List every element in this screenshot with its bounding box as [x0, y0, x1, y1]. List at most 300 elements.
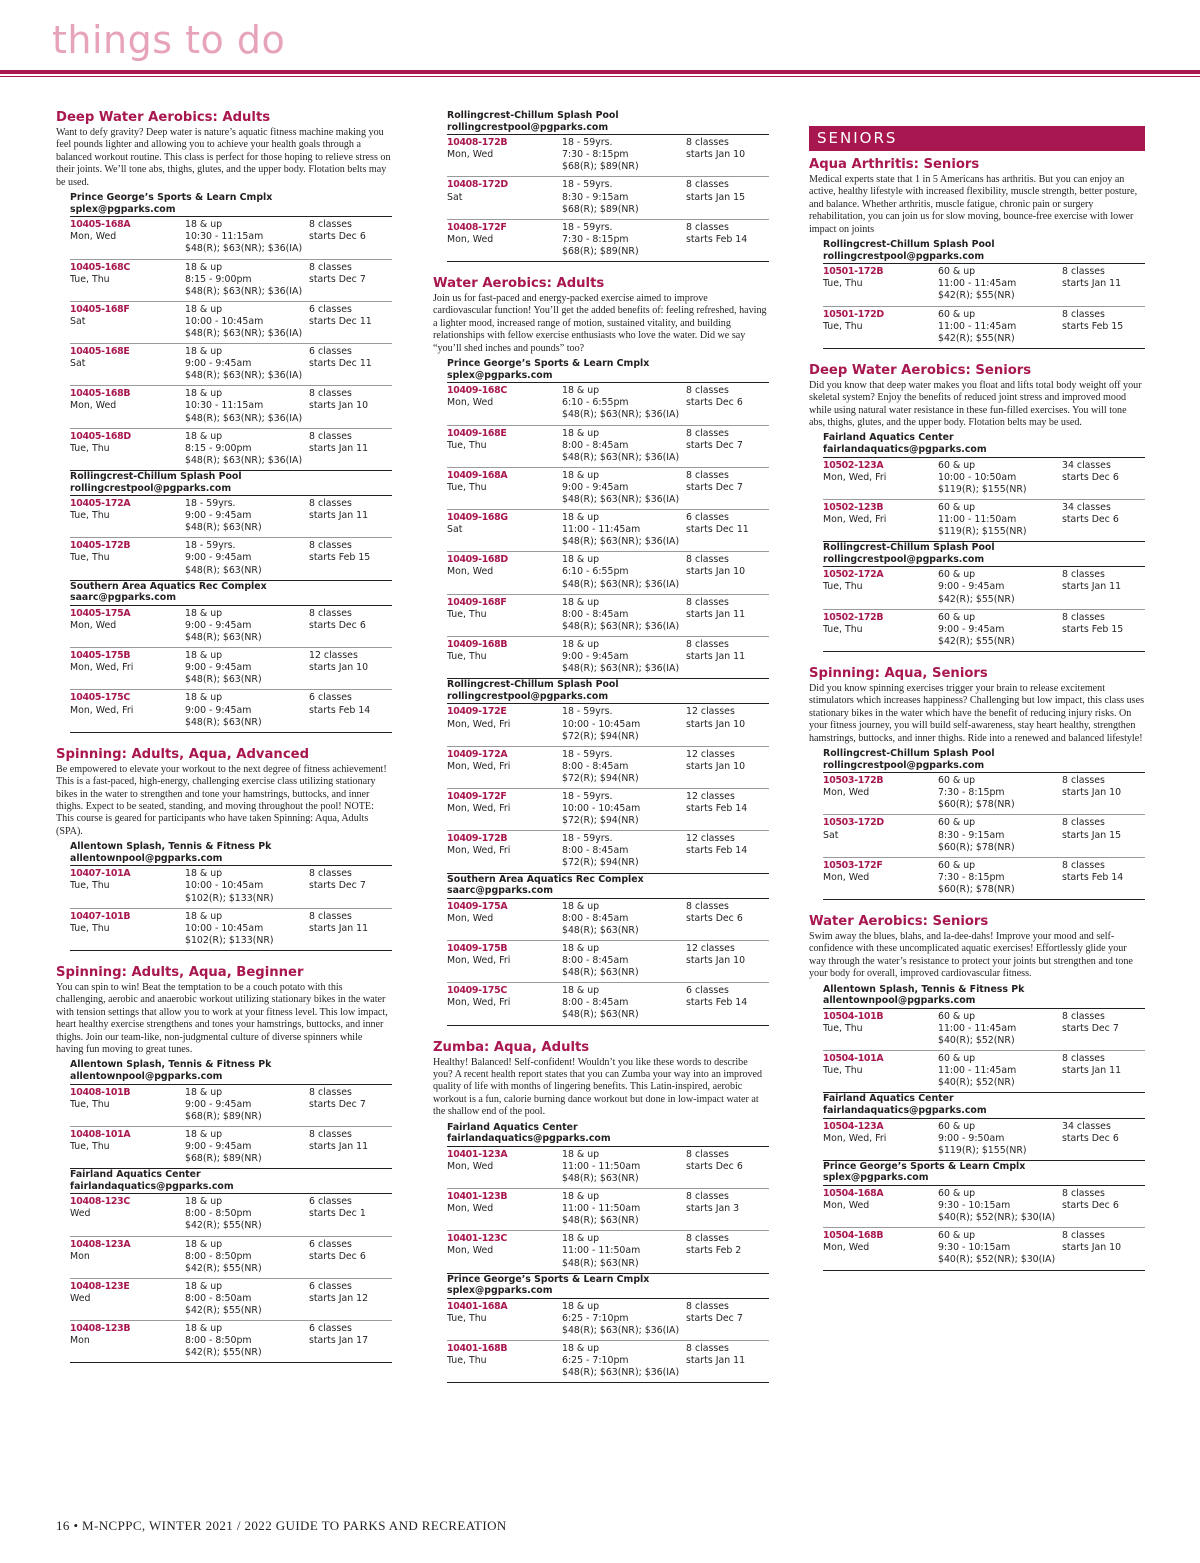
course-title: Deep Water Aerobics: Seniors — [809, 362, 1032, 378]
course-code: 10502-172A — [823, 569, 884, 581]
start-date: starts Feb 15 — [1062, 623, 1124, 635]
session-fee: $42(R); $55(NR) — [938, 635, 1015, 647]
session-fee: $48(R); $63(NR); $36(IA) — [562, 536, 680, 548]
course-code: 10405-172A — [70, 498, 131, 510]
session-days: Tue, Thu — [70, 1140, 110, 1152]
facility-email: allentownpool@pgparks.com — [823, 995, 1145, 1009]
class-count: 8 classes — [686, 1233, 729, 1245]
class-count: 34 classes — [1062, 501, 1111, 513]
session-days: Tue, Thu — [70, 922, 110, 934]
course-title: Aqua Arthritis: Seniors — [809, 157, 980, 172]
age-range: 60 & up — [938, 611, 976, 623]
facility-block — [823, 748, 1145, 900]
course-code: 10405-168B — [70, 388, 131, 400]
session-row — [70, 909, 392, 951]
session-row — [823, 1009, 1145, 1051]
session-time: 9:30 - 10:15am — [938, 1242, 1011, 1254]
session-days: Mon, Wed — [447, 1160, 494, 1172]
course-title: Deep Water Aerobics: Adults — [56, 110, 271, 125]
session-days: Tue, Thu — [823, 623, 863, 635]
start-date: starts Feb 14 — [686, 803, 748, 815]
course-title: Water Aerobics: Seniors — [809, 913, 989, 929]
header-rule — [0, 70, 1200, 74]
class-count: 8 classes — [1062, 817, 1105, 829]
course-code: 10409-172F — [447, 790, 507, 802]
session-time: 6:25 - 7:10pm — [562, 1355, 629, 1367]
column-2 — [433, 110, 769, 1397]
session-row — [823, 773, 1145, 815]
course-description: Want to defy gravity? Deep water is nature’s aquatic fitness machine making you feel pounds lighter and allowing you to achieve your health goals through a balanced workout routine. This class is perfect for those hoping to relieve stress on their joints. We’ll tone abs, thighs, glutes, and the upper body. Flotation belts may be used. — [56, 127, 391, 188]
age-range: 60 & up — [938, 308, 976, 320]
age-range: 18 & up — [562, 943, 600, 954]
start-date: starts Dec 6 — [1062, 513, 1119, 525]
class-count: 8 classes — [1062, 611, 1105, 623]
session-time: 9:00 - 9:50am — [938, 1132, 1005, 1144]
session-row — [823, 264, 1145, 306]
age-range: 60 & up — [938, 266, 976, 278]
session-row — [823, 500, 1145, 542]
class-count: 8 classes — [309, 388, 352, 400]
class-count: 8 classes — [1062, 1053, 1105, 1065]
session-row — [823, 1228, 1145, 1270]
start-date: starts Dec 6 — [309, 231, 366, 243]
start-date: starts Jan 11 — [686, 608, 746, 620]
session-days: Mon, Wed, Fri — [823, 1132, 887, 1144]
session-fee: $102(R); $133(NR) — [185, 892, 274, 904]
facility-name: Rollingcrest-Chillum Splash Pool — [823, 542, 995, 554]
start-date: starts Jan 11 — [686, 1355, 746, 1367]
session-row — [447, 1147, 769, 1189]
column-3 — [809, 110, 1145, 1285]
class-count: 6 classes — [309, 303, 352, 315]
course-section — [809, 666, 1145, 900]
session-time: 8:00 - 8:50pm — [185, 1335, 252, 1347]
session-time: 8:15 - 9:00pm — [185, 442, 252, 454]
course-title: Spinning: Adults, Aqua, Advanced — [56, 746, 310, 762]
class-count: 8 classes — [686, 596, 729, 608]
session-row — [823, 610, 1145, 652]
session-time: 8:00 - 8:45am — [562, 608, 629, 620]
class-count: 8 classes — [1062, 308, 1105, 320]
session-time: 10:00 - 10:45am — [185, 315, 264, 327]
session-days: Tue, Thu — [823, 320, 863, 332]
course-section — [56, 965, 392, 1364]
start-date: starts Feb 15 — [1062, 320, 1124, 332]
course-section — [56, 110, 392, 733]
class-count: 12 classes — [309, 650, 358, 662]
session-row — [70, 866, 392, 908]
course-code: 10408-123C — [70, 1196, 130, 1208]
facility-email: fairlandaquatics@pgparks.com — [70, 1181, 392, 1195]
age-range: 60 & up — [938, 1053, 976, 1065]
session-row — [70, 496, 392, 538]
age-range: 18 - 59yrs. — [562, 706, 613, 718]
start-date: starts Jan 11 — [309, 510, 369, 522]
course-description: Medical experts state that 1 in 5 Americans has arthritis. But you can enjoy an active, healthy lifestyle with increased flexibility, muscle strength, better posture, and balance. Whether arthritis, muscle fatigue, chronic pain or surgery rehabilitation, you can join us for slow moving, bounce-free exercise with lower impact on joints — [809, 174, 1138, 235]
session-days: Tue, Thu — [447, 481, 487, 493]
course-code: 10409-172E — [447, 706, 507, 718]
session-fee: $68(R); $89(NR) — [185, 1110, 262, 1122]
age-range: 18 - 59yrs. — [562, 833, 613, 845]
session-time: 10:00 - 10:45am — [562, 718, 641, 730]
session-days: Sat — [447, 524, 463, 536]
session-time: 11:00 - 11:45am — [938, 320, 1017, 332]
course-code: 10409-168B — [447, 638, 508, 650]
page-footer: 16 • M-NCPPC, WINTER 2021 / 2022 GUIDE TO PARKS AND RECREATION — [56, 1518, 507, 1533]
start-date: starts Feb 14 — [686, 997, 748, 1009]
course-code: 10409-175C — [447, 985, 507, 997]
start-date: starts Jan 10 — [1062, 787, 1122, 799]
session-time: 8:00 - 8:45am — [562, 760, 629, 772]
session-time: 6:25 - 7:10pm — [562, 1312, 629, 1324]
session-time: 8:00 - 8:45am — [562, 912, 629, 924]
start-date: starts Feb 14 — [1062, 871, 1124, 883]
facility-block — [70, 841, 392, 951]
start-date: starts Feb 14 — [686, 845, 748, 857]
course-code: 10408-101B — [70, 1086, 131, 1098]
session-time: 10:00 - 10:50am — [938, 471, 1017, 483]
session-time: 9:00 - 9:45am — [185, 662, 252, 674]
facility-name: Allentown Splash, Tennis & Fitness Pk — [823, 983, 1025, 995]
class-count: 8 classes — [309, 910, 352, 922]
session-time: 7:30 - 8:15pm — [938, 787, 1005, 799]
session-row — [70, 344, 392, 386]
start-date: starts Dec 6 — [1062, 471, 1119, 483]
session-days: Tue, Thu — [823, 581, 863, 593]
section-banner: SENIORS — [809, 126, 1145, 151]
class-count: 8 classes — [686, 179, 729, 191]
session-days: Mon, Wed — [823, 787, 870, 799]
course-code: 10408-172D — [447, 179, 508, 191]
start-date: starts Dec 7 — [309, 1098, 366, 1110]
facility-block — [447, 110, 769, 262]
age-range: 18 - 59yrs. — [562, 137, 613, 149]
course-title: Spinning: Aqua, Seniors — [809, 665, 988, 681]
start-date: starts Dec 1 — [309, 1208, 366, 1220]
session-fee: $72(R); $94(NR) — [562, 857, 639, 869]
course-code: 10502-123A — [823, 459, 884, 471]
session-time: 9:00 - 9:45am — [185, 1140, 252, 1152]
class-count: 8 classes — [686, 900, 729, 912]
facility-block — [70, 1169, 392, 1363]
session-row — [823, 815, 1145, 857]
facility-email: allentownpool@pgparks.com — [70, 1071, 392, 1085]
course-code: 10501-172B — [823, 266, 884, 278]
facility-email: rollingcrestpool@pgparks.com — [447, 691, 769, 705]
session-fee: $48(R); $63(NR); $36(IA) — [185, 454, 303, 466]
age-range: 18 & up — [185, 219, 223, 231]
session-row — [447, 704, 769, 746]
age-range: 60 & up — [938, 1230, 976, 1242]
session-row — [447, 941, 769, 983]
facility-block — [447, 358, 769, 679]
session-row — [70, 606, 392, 648]
session-time: 9:00 - 9:45am — [185, 1098, 252, 1110]
age-range: 18 - 59yrs. — [562, 790, 613, 802]
start-date: starts Dec 6 — [686, 912, 743, 924]
age-range: 18 & up — [185, 1196, 223, 1208]
session-row — [447, 789, 769, 831]
start-date: starts Jan 10 — [686, 149, 746, 161]
age-range: 18 & up — [562, 900, 600, 912]
course-code: 10405-172B — [70, 540, 131, 552]
class-count: 8 classes — [309, 498, 352, 510]
age-range: 18 & up — [185, 388, 223, 400]
session-row — [447, 747, 769, 789]
session-fee: $48(R); $63(NR); $36(IA) — [185, 412, 303, 424]
session-fee: $48(R); $63(NR); $36(IA) — [562, 409, 680, 421]
session-time: 8:15 - 9:00pm — [185, 273, 252, 285]
class-count: 12 classes — [686, 748, 735, 760]
session-time: 8:00 - 8:50pm — [185, 1250, 252, 1262]
session-time: 10:00 - 10:45am — [185, 922, 264, 934]
session-row — [70, 1085, 392, 1127]
class-count: 8 classes — [309, 1128, 352, 1140]
age-range: 18 & up — [562, 512, 600, 524]
session-row — [447, 637, 769, 679]
facility-email: rollingcrestpool@pgparks.com — [70, 483, 392, 497]
facility-email: rollingcrestpool@pgparks.com — [823, 760, 1145, 774]
age-range: 60 & up — [938, 817, 976, 829]
age-range: 60 & up — [938, 1120, 976, 1132]
course-section — [809, 914, 1145, 1271]
session-days: Mon, Wed, Fri — [823, 471, 887, 483]
session-time: 7:30 - 8:15pm — [562, 149, 629, 161]
facility-block — [823, 1093, 1145, 1160]
start-date: starts Dec 11 — [686, 524, 749, 536]
class-count: 8 classes — [686, 554, 729, 566]
start-date: starts Jan 12 — [309, 1292, 369, 1304]
course-code: 10407-101B — [70, 910, 131, 922]
course-code: 10408-101A — [70, 1128, 131, 1140]
session-time: 11:00 - 11:50am — [562, 1203, 641, 1215]
facility-block — [447, 1122, 769, 1274]
age-range: 18 & up — [185, 692, 223, 704]
session-time: 11:00 - 11:50am — [938, 513, 1017, 525]
age-range: 18 & up — [185, 650, 223, 662]
session-fee: $40(R); $52(NR); $30(IA) — [938, 1254, 1056, 1266]
age-range: 18 - 59yrs. — [562, 748, 613, 760]
facility-block — [447, 679, 769, 873]
session-row — [447, 510, 769, 552]
session-days: Mon, Wed — [447, 233, 494, 245]
course-code: 10408-172F — [447, 221, 507, 233]
session-fee: $42(R); $55(NR) — [938, 290, 1015, 302]
course-title: Water Aerobics: Adults — [433, 276, 605, 292]
start-date: starts Dec 6 — [309, 619, 366, 631]
session-row — [447, 426, 769, 468]
session-fee: $40(R); $52(NR); $30(IA) — [938, 1212, 1056, 1224]
facility-email: splex@pgparks.com — [447, 370, 769, 384]
course-code: 10409-172B — [447, 833, 508, 845]
facility-name: Rollingcrest-Chillum Splash Pool — [447, 110, 619, 121]
session-days: Sat — [447, 191, 463, 203]
session-row — [70, 302, 392, 344]
start-date: starts Jan 10 — [686, 955, 746, 967]
session-days: Mon, Wed — [823, 1242, 870, 1254]
start-date: starts Dec 11 — [309, 358, 372, 370]
facility-name: Rollingcrest-Chillum Splash Pool — [823, 747, 995, 759]
session-fee: $42(R); $55(NR) — [938, 332, 1015, 344]
session-fee: $68(R); $89(NR) — [562, 203, 639, 215]
class-count: 8 classes — [309, 607, 352, 619]
facility-block — [70, 1059, 392, 1169]
age-range: 18 & up — [185, 430, 223, 442]
facility-block — [70, 192, 392, 471]
class-count: 8 classes — [1062, 266, 1105, 278]
course-code: 10407-101A — [70, 868, 131, 880]
session-row — [447, 220, 769, 262]
session-row — [70, 1237, 392, 1279]
session-time: 11:00 - 11:50am — [562, 1245, 641, 1257]
session-days: Tue, Thu — [823, 278, 863, 290]
class-count: 8 classes — [309, 261, 352, 273]
age-range: 18 & up — [562, 469, 600, 481]
course-code: 10409-168D — [447, 554, 508, 566]
session-days: Tue, Thu — [70, 273, 110, 285]
facility-block — [70, 471, 392, 581]
start-date: starts Dec 6 — [1062, 1132, 1119, 1144]
session-row — [70, 1321, 392, 1363]
class-count: 6 classes — [309, 346, 352, 358]
session-fee: $48(R); $63(NR); $36(IA) — [562, 451, 680, 463]
session-fee: $48(R); $63(NR); $36(IA) — [185, 370, 303, 382]
session-time: 11:00 - 11:50am — [562, 1160, 641, 1172]
session-fee: $119(R); $155(NR) — [938, 483, 1027, 495]
session-days: Tue, Thu — [823, 1022, 863, 1034]
session-days: Mon, Wed — [447, 566, 494, 578]
session-time: 8:00 - 8:50am — [185, 1292, 252, 1304]
course-description: Join us for fast-paced and energy-packed exercise aimed to improve cardiovascular function! You’ll get the added benefits of: feeling refreshed, having a lighter mood, increased range of motion, sustained vitality, and building relationships with fellow exercise enthusiasts who love the water. Did we say “you’ll shed inches and pounds” too? — [433, 293, 767, 354]
class-count: 8 classes — [1062, 859, 1105, 871]
start-date: starts Jan 10 — [309, 400, 369, 412]
course-code: 10405-175C — [70, 692, 130, 704]
start-date: starts Dec 7 — [1062, 1022, 1119, 1034]
session-fee: $48(R); $63(NR); $36(IA) — [562, 494, 680, 505]
session-time: 11:00 - 11:45am — [938, 1065, 1017, 1077]
course-code: 10405-168F — [70, 303, 130, 315]
course-section — [56, 747, 392, 951]
age-range: 18 & up — [562, 638, 600, 650]
age-range: 60 & up — [938, 1010, 976, 1022]
session-fee: $48(R); $63(NR) — [562, 1215, 639, 1227]
facility-name: Fairland Aquatics Center — [447, 1121, 578, 1133]
session-time: 10:00 - 10:45am — [562, 803, 641, 815]
session-days: Sat — [70, 315, 86, 327]
session-row — [70, 648, 392, 690]
age-range: 18 & up — [185, 346, 223, 358]
course-code: 10409-168G — [447, 512, 508, 524]
session-time: 9:00 - 9:45am — [185, 704, 252, 716]
course-code: 10501-172D — [823, 308, 884, 320]
session-days: Mon, Wed, Fri — [447, 845, 511, 857]
facility-email: saarc@pgparks.com — [447, 885, 769, 899]
facility-email: fairlandaquatics@pgparks.com — [823, 444, 1145, 458]
facility-name: Prince George’s Sports & Learn Cmplx — [70, 192, 273, 204]
session-fee: $48(R); $63(NR); $36(IA) — [562, 1367, 680, 1379]
start-date: starts Feb 14 — [309, 704, 371, 716]
class-count: 6 classes — [686, 512, 729, 524]
course-code: 10409-172A — [447, 748, 508, 760]
class-count: 8 classes — [309, 540, 352, 552]
session-time: 9:00 - 9:45am — [185, 510, 252, 522]
session-time: 10:30 - 11:15am — [185, 400, 264, 412]
course-code: 10405-168C — [70, 261, 130, 273]
session-row — [70, 260, 392, 302]
course-code: 10409-168A — [447, 469, 508, 481]
session-fee: $48(R); $63(NR) — [185, 564, 262, 576]
facility-block — [447, 874, 769, 1026]
session-row — [447, 983, 769, 1025]
session-row — [447, 831, 769, 873]
age-range: 18 & up — [562, 1300, 600, 1312]
class-count: 8 classes — [1062, 1188, 1105, 1199]
course-code: 10401-168B — [447, 1343, 508, 1355]
session-fee: $72(R); $94(NR) — [562, 772, 639, 784]
session-days: Tue, Thu — [70, 442, 110, 454]
facility-email: rollingcrestpool@pgparks.com — [823, 251, 1145, 265]
course-code: 10408-123B — [70, 1323, 131, 1335]
facility-name: Southern Area Aquatics Rec Complex — [447, 873, 644, 885]
session-time: 8:00 - 8:45am — [562, 439, 629, 451]
start-date: starts Dec 7 — [686, 439, 743, 451]
course-section — [809, 157, 1145, 349]
course-section — [433, 110, 769, 262]
age-range: 60 & up — [938, 569, 976, 581]
session-fee: $48(R); $63(NR) — [185, 522, 262, 534]
session-fee: $42(R); $55(NR) — [185, 1220, 262, 1232]
age-range: 18 & up — [562, 554, 600, 566]
age-range: 18 & up — [185, 1128, 223, 1140]
facility-name: Fairland Aquatics Center — [823, 1093, 954, 1105]
course-section — [433, 276, 769, 1026]
session-row — [823, 567, 1145, 609]
class-count: 8 classes — [1062, 1230, 1105, 1242]
age-range: 18 & up — [185, 261, 223, 273]
session-days: Mon, Wed — [823, 1200, 870, 1212]
facility-email: splex@pgparks.com — [823, 1172, 1145, 1186]
start-date: starts Jan 10 — [309, 662, 369, 674]
session-fee: $48(R); $63(NR) — [562, 1009, 639, 1021]
session-time: 10:30 - 11:15am — [185, 231, 264, 243]
session-fee: $48(R); $63(NR) — [562, 1257, 639, 1269]
session-time: 10:00 - 10:45am — [185, 880, 264, 892]
course-code: 10401-123B — [447, 1191, 508, 1203]
course-code: 10405-175B — [70, 650, 131, 662]
session-fee: $48(R); $63(NR) — [562, 1172, 639, 1184]
session-time: 9:00 - 9:45am — [185, 358, 252, 370]
session-days: Mon, Wed — [70, 400, 117, 412]
class-count: 34 classes — [1062, 459, 1111, 471]
class-count: 8 classes — [686, 385, 729, 397]
age-range: 18 & up — [562, 385, 600, 397]
session-days: Tue, Thu — [447, 608, 487, 620]
facility-name: Rollingcrest-Chillum Splash Pool — [447, 679, 619, 691]
age-range: 18 & up — [185, 1280, 223, 1292]
session-time: 9:00 - 9:45am — [562, 651, 629, 663]
session-row — [447, 1231, 769, 1273]
session-days: Mon, Wed, Fri — [70, 704, 134, 716]
session-time: 9:00 - 9:45am — [185, 619, 252, 631]
session-time: 8:00 - 8:45am — [562, 997, 629, 1009]
page-title: things to do — [52, 18, 286, 62]
start-date: starts Jan 11 — [1062, 1065, 1122, 1077]
facility-name: Fairland Aquatics Center — [823, 432, 954, 444]
course-code: 10504-168B — [823, 1230, 884, 1242]
session-days: Tue, Thu — [447, 1355, 487, 1367]
session-days: Mon — [70, 1250, 90, 1262]
class-count: 8 classes — [686, 1300, 729, 1312]
